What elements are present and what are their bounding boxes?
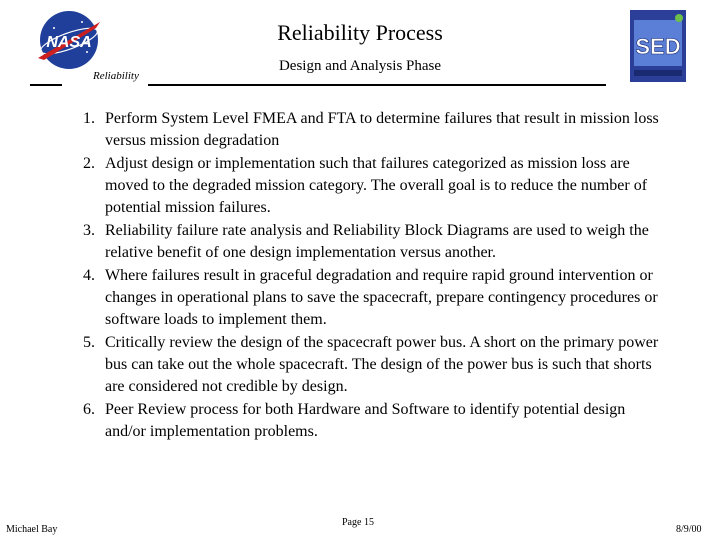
list-item [83,153,663,219]
section-label: Reliability [93,70,139,82]
item-number: 1. [83,110,95,127]
item-text: Adjust design or implementation such that failures categorized as mission loss are moved to the degraded mission category. The overall goal is to reduce the number of potential mission failures. [105,155,648,216]
item-number: 5. [83,334,95,351]
sed-logo-text: SED [635,34,681,59]
list-item [83,332,663,398]
header-rule-left [30,84,62,86]
item-text: Perform System Level FMEA and FTA to determine failures that result in mission loss versus mission degradation [105,110,659,149]
item-number: 3. [83,222,95,239]
item-number: 6. [83,401,95,418]
process-steps-list [83,108,663,444]
page-title: Reliability Process [277,20,443,45]
page-subtitle: Design and Analysis Phase [278,58,442,74]
list-item [83,220,663,264]
list-item [83,399,663,443]
item-number: 4. [83,267,95,284]
sed-logo [630,10,686,82]
nasa-logo-text: NASA [46,34,92,51]
list-item [83,265,663,331]
footer-page-number: Page 15 [342,517,374,528]
item-text: Where failures result in graceful degradation and require rapid ground intervention or changes in operational plans to save the spacecraft, prepare contingency procedures or software loads to implement them. [105,267,658,328]
header-rule-main [148,84,606,86]
footer-author: Michael Bay [6,524,58,535]
footer-date: 8/9/00 [676,524,702,535]
item-number: 2. [83,155,95,172]
item-text: Peer Review process for both Hardware and Software to identify potential design and/or implementation problems. [105,401,626,440]
list-item [83,108,663,152]
item-text: Critically review the design of the spacecraft power bus. A short on the primary power bus can take out the whole spacecraft. The design of the power bus is such that shorts are considered not credible by design. [105,334,659,395]
item-text: Reliability failure rate analysis and Reliability Block Diagrams are used to weigh the relative benefit of one design implementation versus another. [105,222,649,261]
